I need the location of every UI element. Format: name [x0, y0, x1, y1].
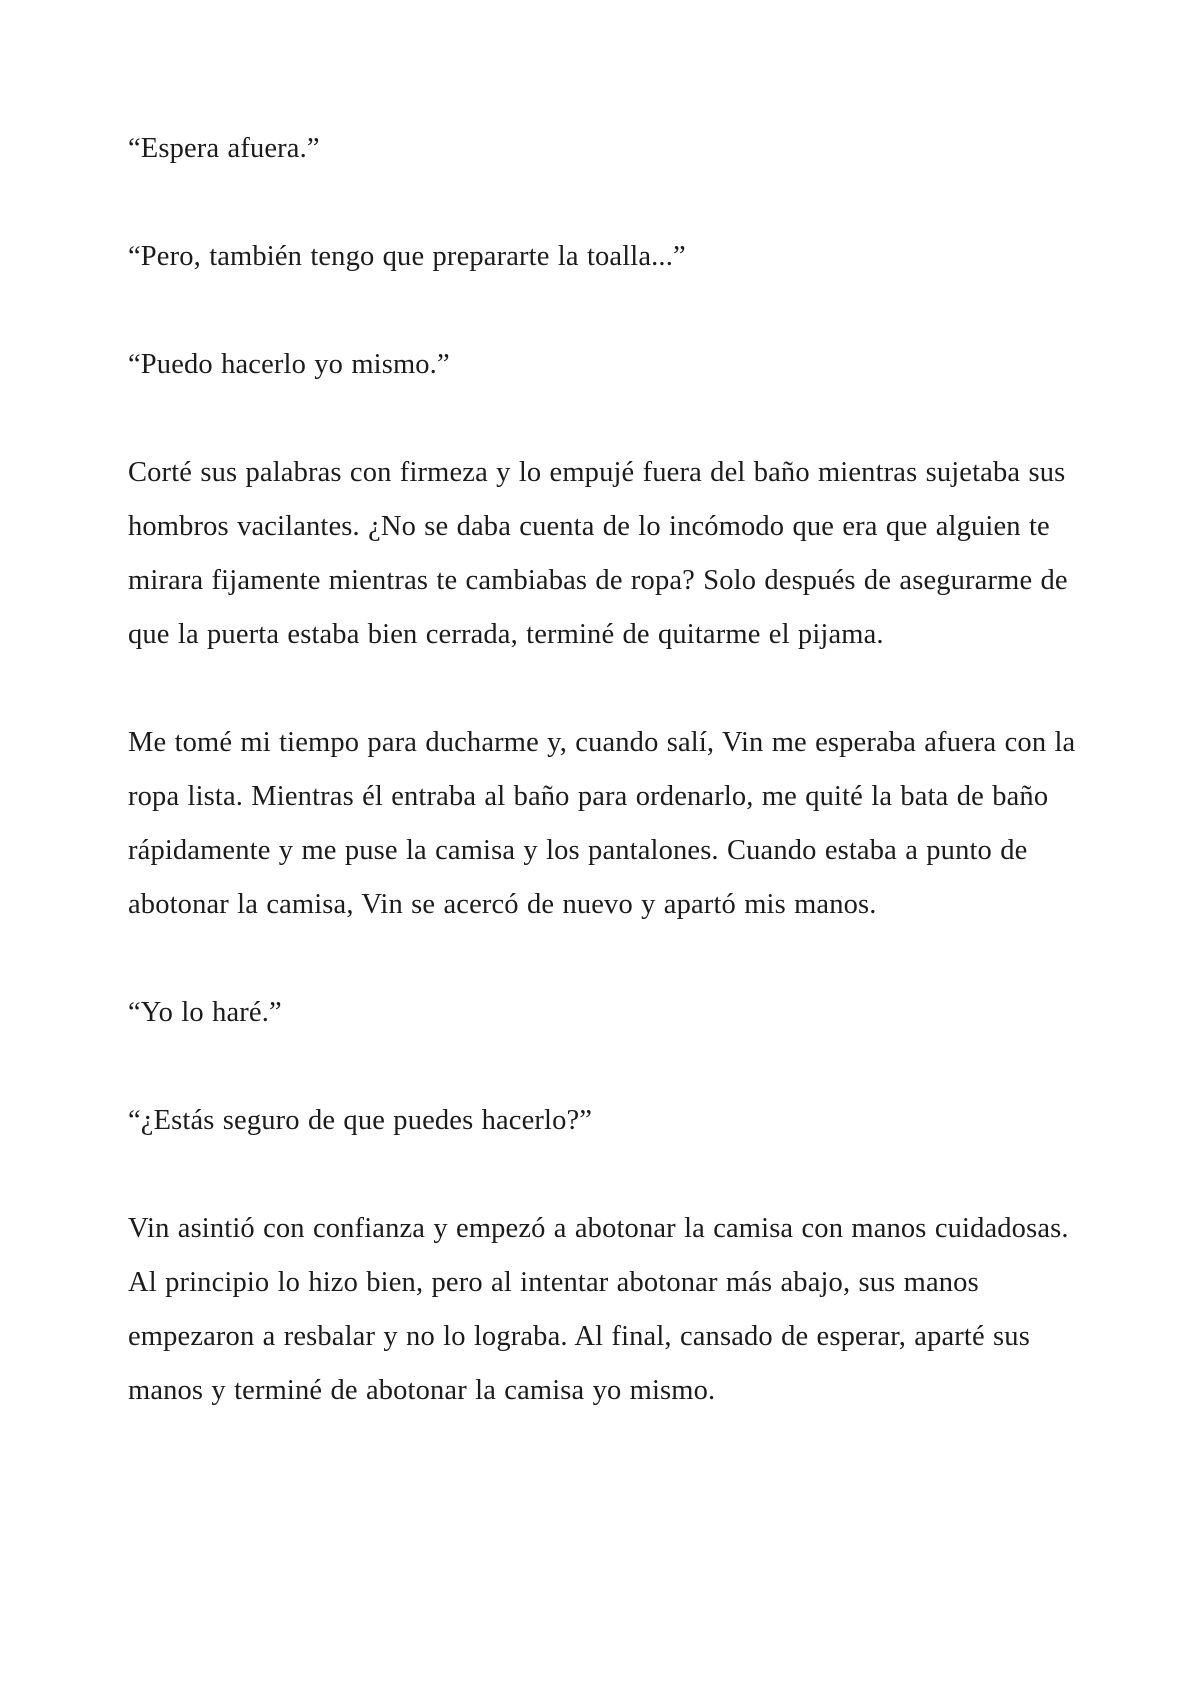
narration-paragraph: Corté sus palabras con firmeza y lo empujé fuera del baño mientras sujetaba sus hombros vacilantes. ¿No se daba cuenta de lo incómodo que era que alguien te mirara fijamente mientras te cambiabas de ropa? Solo después de asegurarme de que la puerta estaba bien cerrada, terminé de quitarme el pijama.	[128, 457, 1068, 650]
dialogue-paragraph: “Pero, también tengo que prepararte la toalla...”	[128, 241, 686, 272]
dialogue-paragraph: “Yo lo haré.”	[128, 997, 282, 1028]
dialogue-paragraph: “Espera afuera.”	[128, 133, 320, 164]
narration-paragraph: Me tomé mi tiempo para ducharme y, cuando salí, Vin me esperaba afuera con la ropa lista. Mientras él entraba al baño para ordenarlo, me quité la bata de baño rápidamente y me puse la camisa y los pantalones. Cuando estaba a punto de abotonar la camisa, Vin se acercó de nuevo y apartó mis manos.	[128, 727, 1076, 920]
narration-paragraph: Vin asintió con confianza y empezó a abotonar la camisa con manos cuidadosas. Al principio lo hizo bien, pero al intentar abotonar más abajo, sus manos empezaron a resbalar y no lo lograba. Al final, cansado de esperar, aparté sus manos y terminé de abotonar la camisa yo mismo.	[128, 1213, 1069, 1406]
dialogue-paragraph: “Puedo hacerlo yo mismo.”	[128, 349, 450, 380]
dialogue-paragraph: “¿Estás seguro de que puedes hacerlo?”	[128, 1105, 593, 1136]
document-page	[128, 122, 1078, 1472]
